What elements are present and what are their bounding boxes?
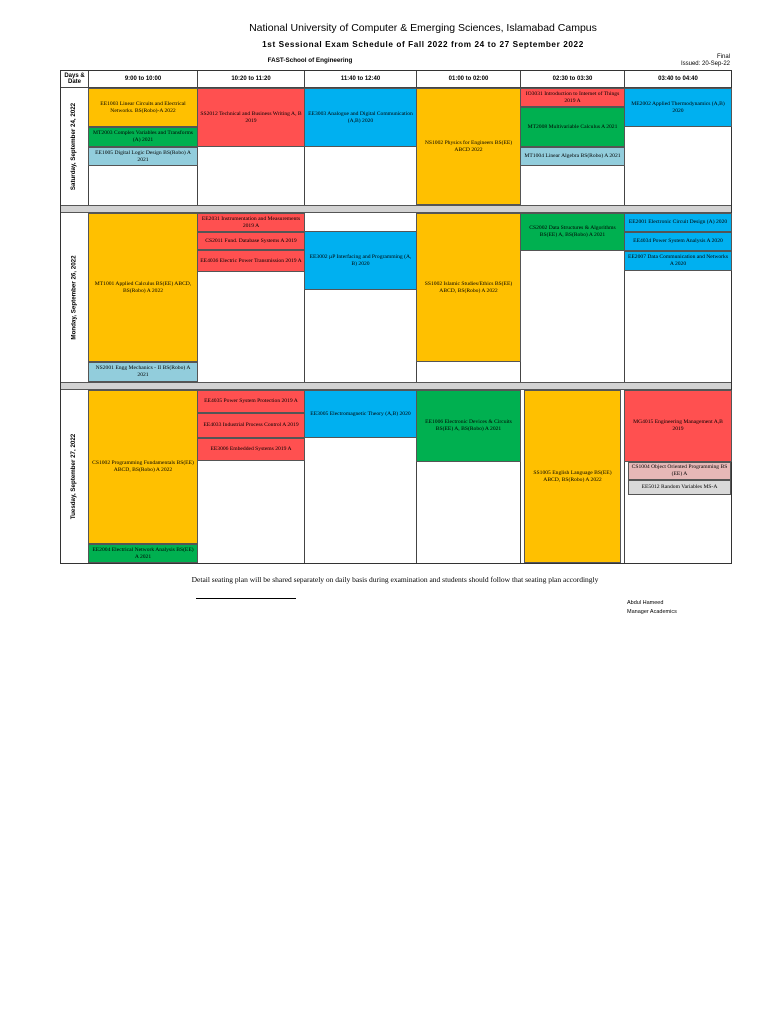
day-separator (61, 382, 731, 390)
exam-cell: EE2001 Electronic Circuit Design (A) 2020 (624, 213, 732, 232)
day-label-monday: Monday, September 26, 2022 (70, 255, 78, 340)
exam-cell: EE1006 Electronic Devices & Circuits BS(EE) A, BS(Robo) A 2021 (416, 390, 521, 462)
seating-plan-note: Detail seating plan will be shared separately on daily basis during examination and students should follow that seating plan accordingly (191, 575, 599, 584)
school-name: FAST-School of Engineering (267, 57, 353, 64)
exam-cell: NS2001 Engg Mechanics - II BS(Robo) A 2021 (88, 362, 198, 382)
slot-header-1: 9:00 to 10:00 (124, 75, 162, 82)
exam-cell: EE1005 Digital Logic Design BS(Robo) A 2021 (88, 147, 198, 166)
exam-cell: EE2007 Data Communication and Networks A 2020 (624, 251, 732, 271)
exam-cell: CS1004 Object Oriented Programming BS (EE) A (628, 462, 731, 480)
slot-header-3: 11:40 to 12:40 (340, 75, 381, 82)
exam-cell: EE4035 Power System Protection 2019 A (197, 390, 305, 413)
exam-cell: IO3031 Introduction to Internet of Things 2019 A (520, 88, 625, 107)
university-title: National University of Computer & Emerging Sciences, Islamabad Campus (249, 22, 597, 34)
exam-cell: MT2008 Multivariable Calculus A 2021 (520, 107, 625, 147)
exam-cell: EE4033 Industrial Process Control A 2019 (197, 413, 305, 438)
exam-cell: MT1004 Linear Algebra BS(Robo) A 2021 (520, 147, 625, 166)
exam-cell: EE3006 Embedded Systems 2019 A (197, 438, 305, 461)
exam-schedule-title: 1st Sessional Exam Schedule of Fall 2022 from 24 to 27 September 2022 (262, 40, 584, 49)
exam-cell: EE4036 Electric Power Transmission 2019 A (197, 250, 305, 272)
signatory-designation: Manager Academics (627, 609, 677, 615)
slot-header-2: 10:20 to 11:20 (231, 75, 271, 82)
issue-info (650, 54, 730, 68)
exam-cell: MT2003 Complex Variables and Transforms (A) 2021 (88, 127, 198, 147)
exam-cell: EE3002 µP Interfacing and Programming (A, B) 2020 (304, 231, 417, 290)
exam-cell: ME2002 Applied Thermodynamics (A,B) 2020 (624, 88, 732, 127)
exam-cell: EE2004 Electrical Network Analysis BS(EE) A 2021 (88, 544, 198, 563)
day-separator (61, 205, 731, 213)
status-final: Final (716, 54, 730, 60)
exam-cell: EE2031 Instrumentation and Measurements 2019 A (197, 213, 305, 232)
exam-cell: EE1003 Linear Circuits and Electrical Networks. BS(Robo)-A 2022 (88, 88, 198, 127)
slot-header-4: 01:00 to 02:00 (448, 75, 489, 82)
exam-cell: MT1001 Applied Calculus BS(EE) ABCD, BS(Robo) A 2022 (88, 213, 198, 362)
exam-cell: EE5012 Random Variables MS-A (628, 480, 731, 495)
slot-header-5: 02:30 to 03:30 (552, 75, 593, 82)
exam-cell: EE4034 Power System Analysis A 2020 (624, 232, 732, 251)
exam-cell: SS1005 English Language BS(EE) ABCD, BS(Robo) A 2022 (524, 390, 621, 563)
exam-cell: CS1002 Programming Fundamentals BS(EE) ABCD, BS(Robo) A 2022 (88, 390, 198, 544)
days-date-header: Days & Date (64, 72, 85, 85)
signature-line (196, 598, 296, 599)
signatory (627, 599, 677, 617)
exam-cell: EE3005 Electromagnetic Theory (A,B) 2020 (304, 390, 417, 438)
exam-cell: CS2011 Fund. Database Systems A 2019 (197, 232, 305, 250)
exam-cell: MG4015 Engineering Management A,B 2019 (624, 390, 732, 462)
day-label-saturday: Saturday, September 24, 2022 (70, 102, 78, 191)
slot-header-6: 03:40 to 04:40 (658, 75, 698, 82)
signatory-name: Abdul Hameed (627, 600, 664, 606)
issued-date: Issued: 20-Sep-22 (680, 61, 730, 67)
day-label-tuesday: Tuesday, September 27, 2022 (70, 433, 78, 520)
exam-cell: CS2002 Data Structures & Algorithms BS(EE) A, BS(Robo) A 2021 (520, 213, 625, 251)
exam-cell: SS2012 Technical and Business Writing A, B 2019 (197, 88, 305, 147)
exam-cell: EE3003 Analogue and Digital Communication (A,B) 2020 (304, 88, 417, 147)
exam-cell: SS1002 Islamic Studies/Ethics BS(EE) ABCD, BS(Robo) A 2022 (416, 213, 521, 362)
exam-cell: NS1002 Physics for Engineers BS(EE) ABCD 2022 (416, 88, 521, 205)
